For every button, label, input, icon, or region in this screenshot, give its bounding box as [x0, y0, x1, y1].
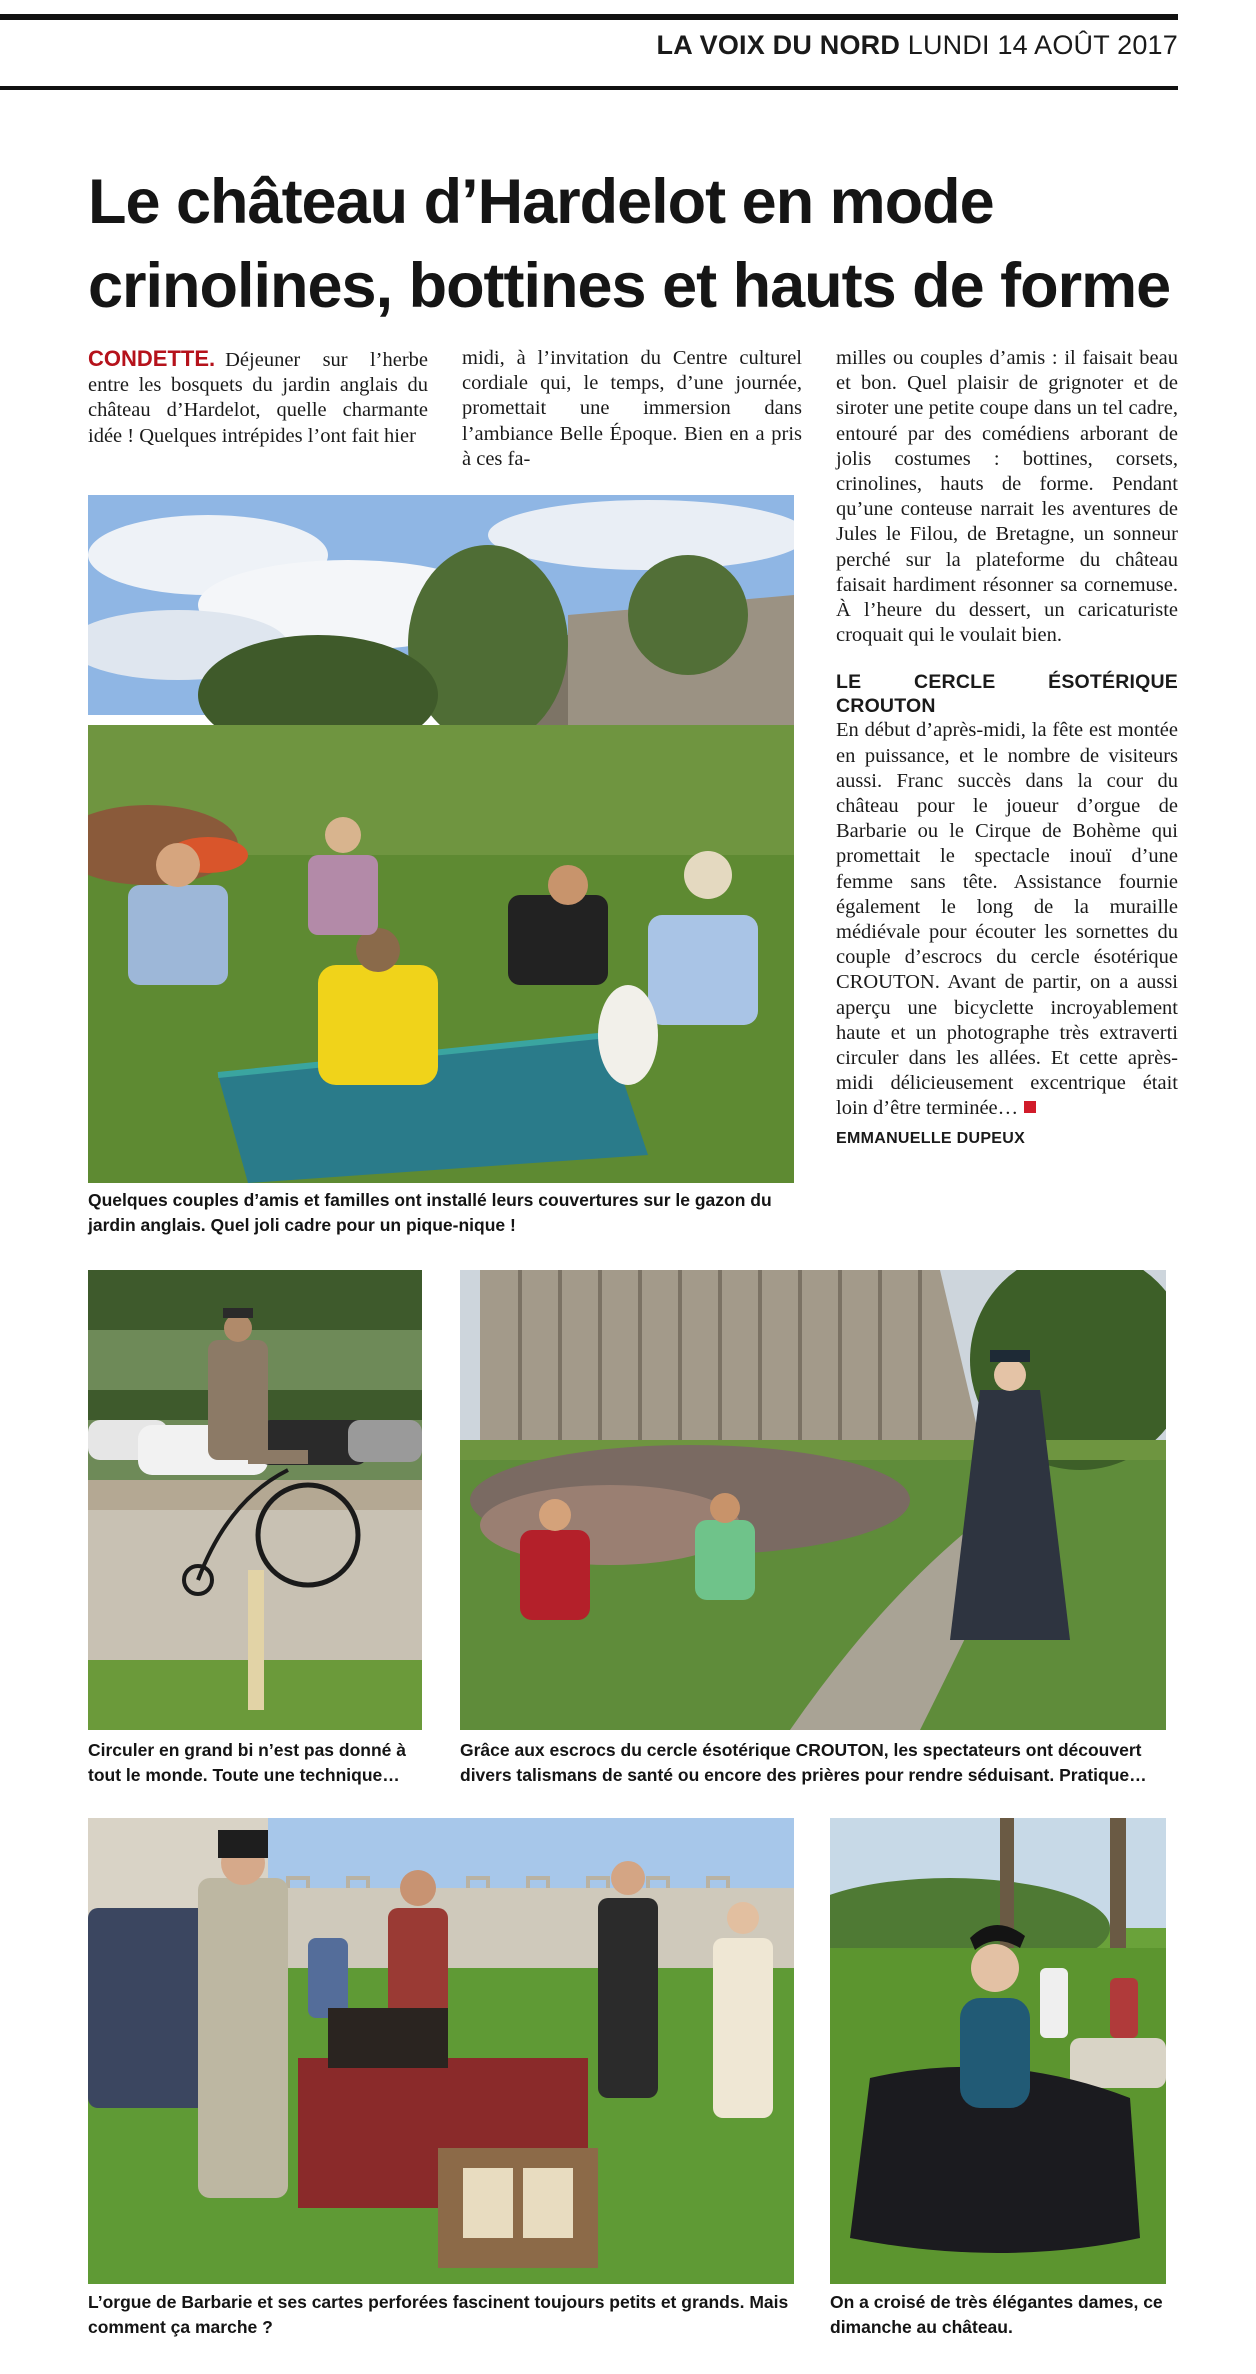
end-of-article-mark — [1024, 1101, 1036, 1113]
masthead-bottom-rule — [0, 86, 1178, 90]
photo-picnic-caption: Quelques couples d’amis et familles ont installé leurs couvertures sur le gazon du jardin anglais. Quel joli cadre pour un pique-nique ! — [88, 1190, 772, 1235]
newspaper-name: LA VOIX DU NORD — [656, 30, 901, 60]
column-3-text: milles ou couples d’amis : il faisait beau et bon. Quel plaisir de grignoter et de siroter une petite coupe dans un tel cadre, entouré par des comédiens arborant de jolis costumes : bottines, corsets, crinolines, hauts de forme. Pendant qu’une conteuse narrait les aventures de Jules le Filou, de Bretagne, un sonneur perché sur la plateforme du château faisait hardiment résonner sa cornemuse. À l’heure du dessert, un caricaturiste croquait qui le voulait bien. — [836, 347, 1178, 647]
photo-picnic-garden — [88, 495, 794, 1183]
column-3-text-continued: En début d’après-midi, la fête est montée en puissance, et le nombre de visiteurs aussi. Franc succès dans la cour du château pour le joueur d’orgue de Barbarie ou le Cirque de Bohème qui promettait le spectacle inouï d’une femme sans tête. Assistance fournie également le long de la muraille médiévale pour écouter les sornettes du couple d’escrocs du cercle ésotérique CROUTON. Avant de partir, on a aussi aperçu une bicyclette incroyablement haute et un photographe très extraverti circuler dans les allées. Et cette après-midi délicieusement excentrique était loin d’être terminée… — [836, 719, 1178, 1120]
dateline: CONDETTE. — [88, 346, 216, 371]
article-column-1 — [88, 346, 428, 449]
photo-crouton-spectators — [460, 1270, 1166, 1730]
column-1-text: Déjeuner sur l’herbe entre les bosquets du jardin anglais du château d’Hardelot, quelle charmante idée ! Quelques intrépides l’ont fait hier — [88, 349, 428, 447]
article-column-3 — [836, 346, 1178, 1151]
masthead — [657, 30, 1178, 61]
headline-line-1: Le château d’Hardelot en mode — [88, 167, 994, 237]
byline: EMMANUELLE DUPEUX — [836, 1129, 1026, 1147]
photo-high-wheel-bicycle — [88, 1270, 422, 1730]
photo-barrel-organ-caption: L’orgue de Barbarie et ses cartes perforées fascinent toujours petits et grands. Mais comment ça marche ? — [88, 2292, 789, 2337]
photo-elegant-lady — [830, 1818, 1166, 2284]
article-column-2 — [462, 346, 802, 472]
photo-high-wheel-caption: Circuler en grand bi n’est pas donné à tout le monde. Toute une technique… — [88, 1740, 406, 1785]
issue-date: LUNDI 14 AOÛT 2017 — [907, 30, 1178, 60]
photo-elegant-lady-caption: On a croisé de très élégantes dames, ce dimanche au château. — [830, 2292, 1163, 2337]
column-2-text: midi, à l’invitation du Centre culturel cordiale qui, le temps, d’une journée, promettait une immersion dans l’ambiance Belle Époque. Bien en a pris à ces fa- — [462, 347, 802, 470]
headline-line-2: crinolines, bottines et hauts de forme — [88, 251, 1171, 321]
section-subhead: LE CERCLE ÉSOTÉRIQUE CROUTON — [836, 671, 1178, 718]
headline — [88, 160, 1208, 328]
masthead-top-rule — [0, 14, 1178, 20]
photo-barrel-organ — [88, 1818, 794, 2284]
photo-crouton-caption: Grâce aux escrocs du cercle ésotérique CROUTON, les spectateurs ont découvert divers talismans de santé ou encore des prières pour rendre séduisant. Pratique… — [460, 1740, 1147, 1785]
